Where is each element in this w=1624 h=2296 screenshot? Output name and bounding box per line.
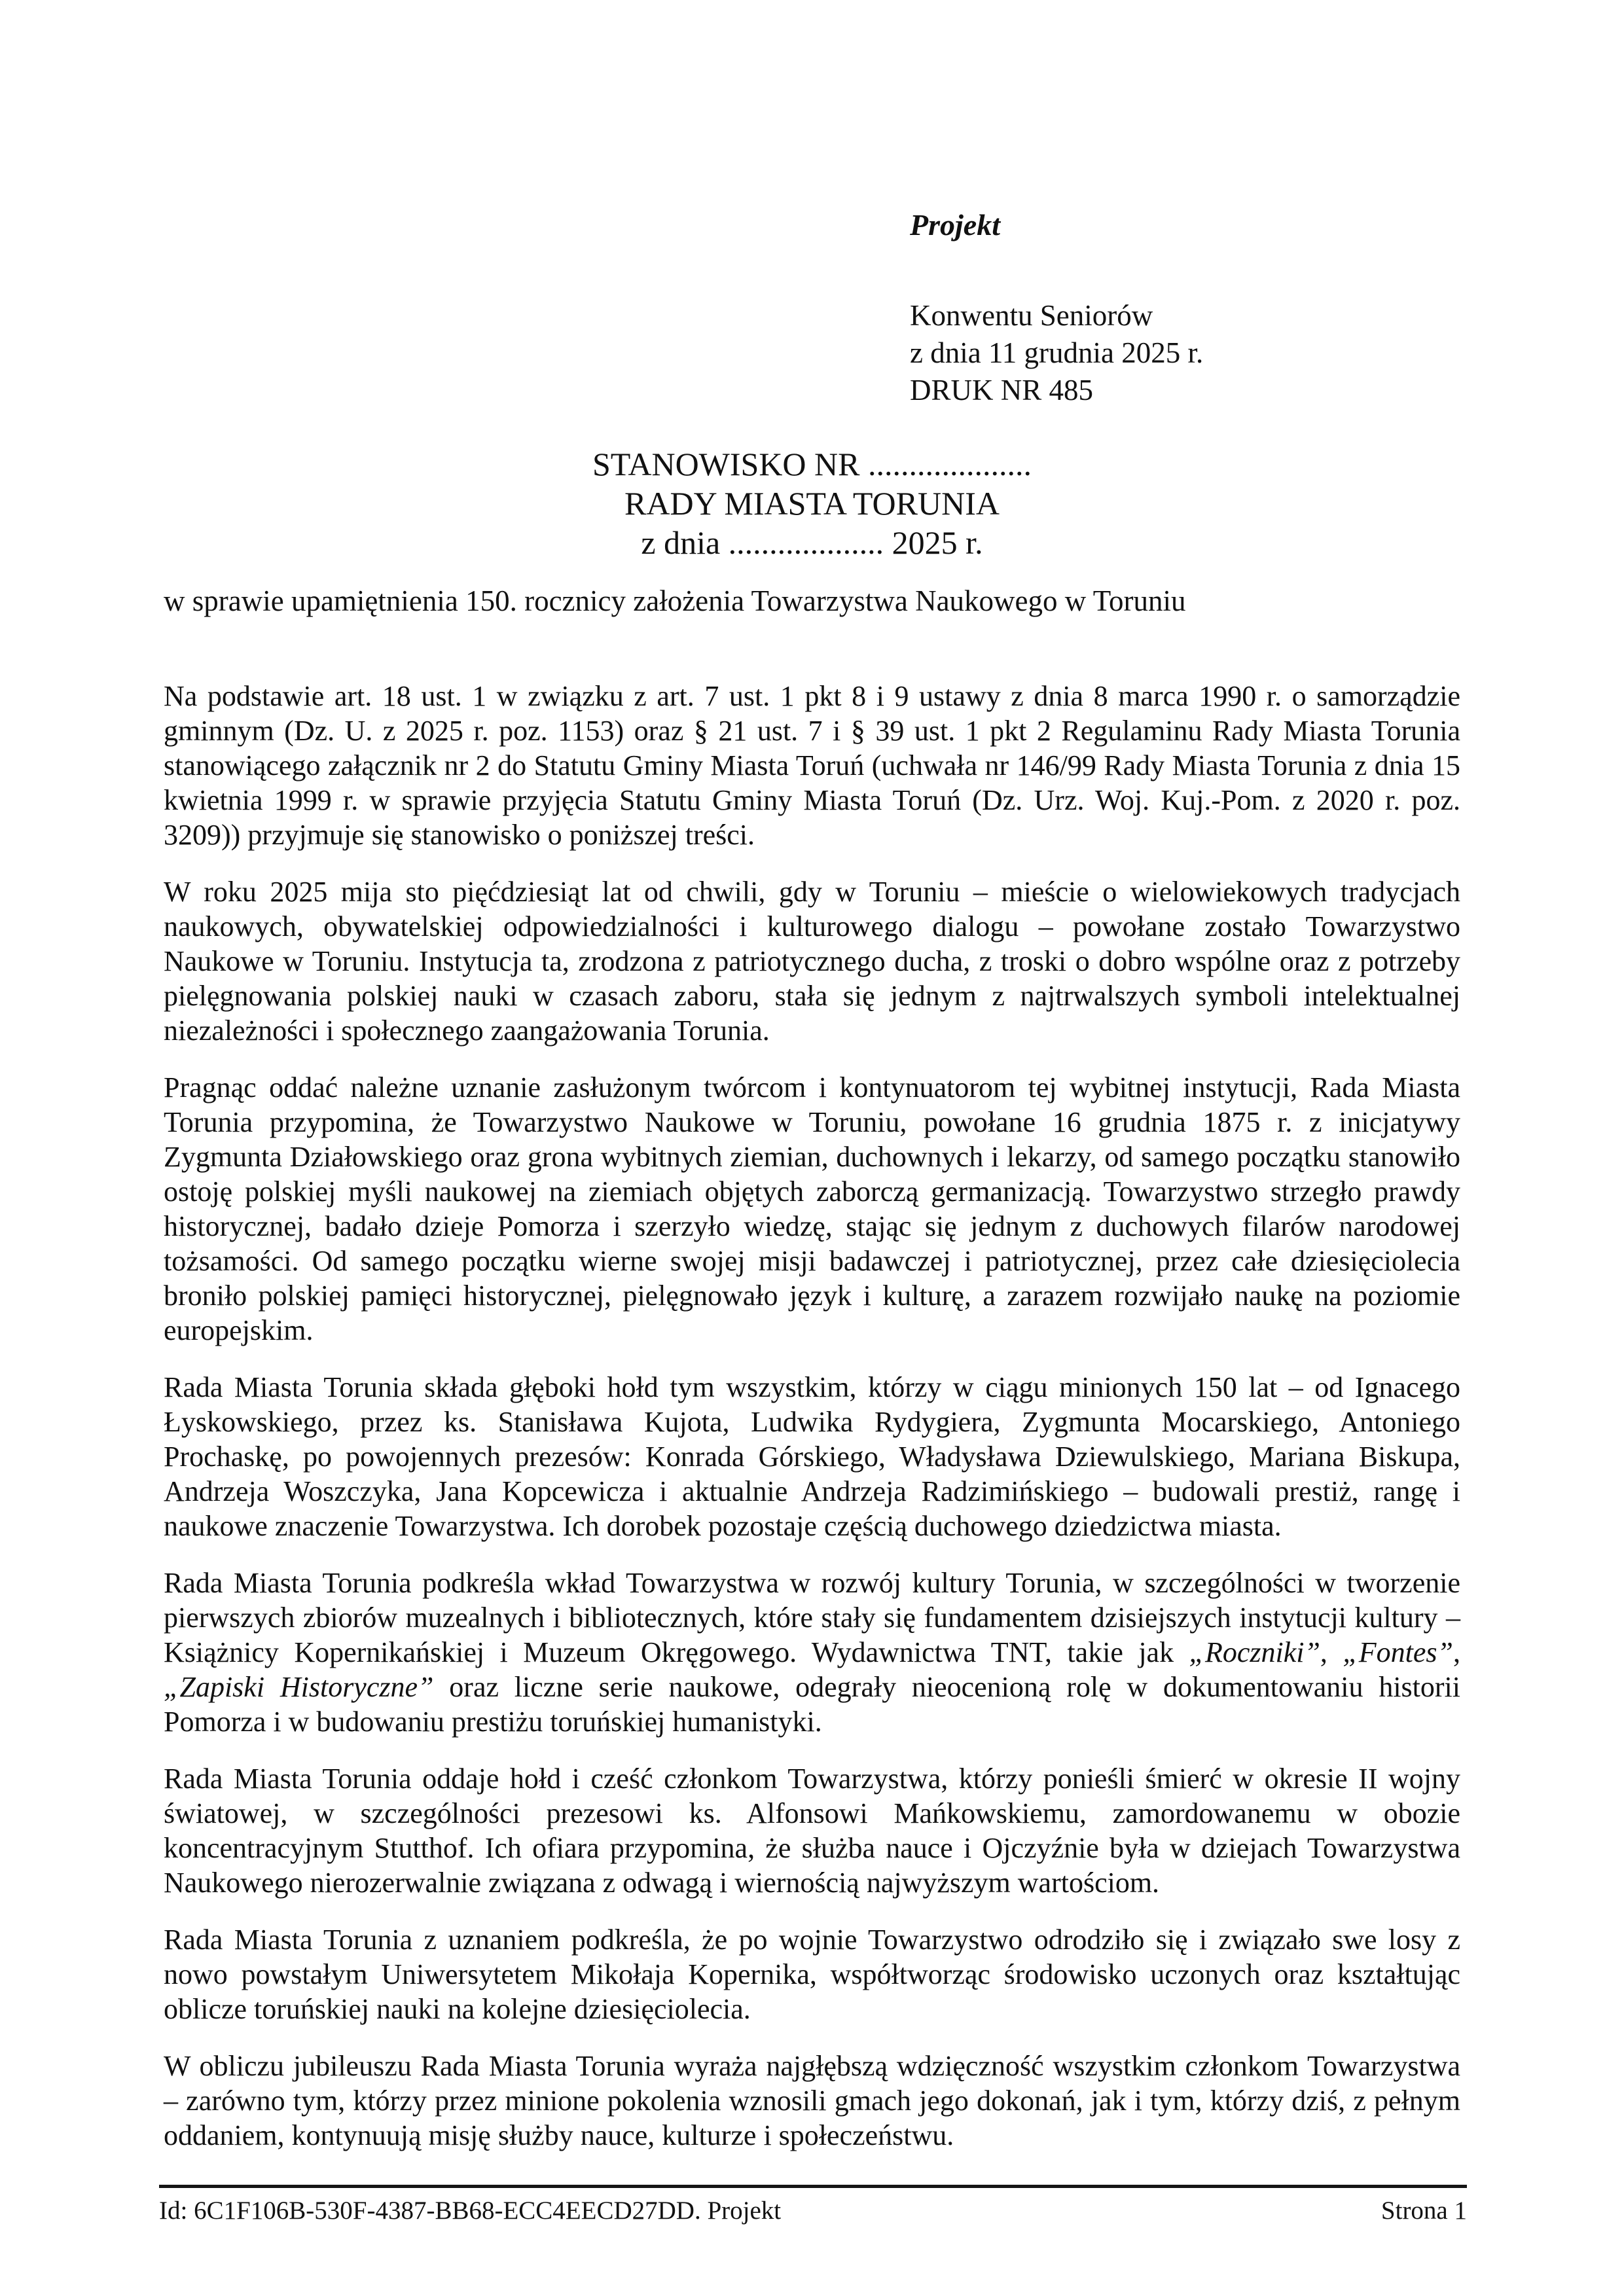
footer-document-id: Id: 6C1F106B-530F-4387-BB68-ECC4EECD27DD. Projekt bbox=[159, 2197, 782, 2225]
document-body bbox=[164, 679, 1460, 2153]
paragraph-war-victims: Rada Miasta Torunia oddaje hołd i cześć członkom Towarzystwa, którzy ponieśli śmierć w okresie II wojny światowej, w szczególności prezesowi ks. Alfonsowi Mańkowskiemu, zamordowanemu w obozie koncentracyjnym Stutthof. Ich ofiara przypomina, że służba nauce i Ojczyźnie była w dziejach Towarzystwa Naukowego nierozerwalnie związana z odwagą i wiernością najwyższym wartościom. bbox=[164, 1763, 1460, 1899]
title-line-council-name: RADY MIASTA TORUNIA bbox=[624, 485, 1000, 522]
paragraph-gratitude: W obliczu jubileuszu Rada Miasta Torunia wyraża najgłębszą wdzięczność wszystkim członkom Towarzystwa – zarówno tym, którzy przez minione pokolenia wznosili gmach jego dokonań, jak i tym, którzy dziś, z pełnym oddaniem, kontynuują misję służby nauce, kulturze i społeczeństwu. bbox=[164, 2050, 1460, 2151]
footer-page-number: Strona 1 bbox=[1380, 2197, 1467, 2225]
meta-line-convent: Konwentu Seniorów bbox=[910, 299, 1153, 332]
page-footer bbox=[159, 2185, 1467, 2226]
paragraph-presidents: Rada Miasta Torunia składa głęboki hołd tym wszystkim, którzy w ciągu minionych 150 lat – od Ignacego Łyskowskiego, przez ks. Stanisława Kujota, Ludwika Rydygiera, Zygmunta Mocarskiego, Antoniego Prochaskę, po powojennych prezesów: Konrada Górskiego, Władysława Dziewulskiego, Mariana Biskupa, Andrzeja Woszczyka, Jana Kopcewicza i aktualnie Andrzeja Radzimińskiego – budowali prestiż, rangę i naukowe znaczenie Towarzystwa. Ich dorobek pozostaje częścią duchowego dziedzictwa miasta. bbox=[164, 1371, 1460, 1542]
meta-block bbox=[910, 297, 1460, 409]
draft-label: Projekt bbox=[910, 208, 1000, 242]
paragraph-culture: Rada Miasta Torunia podkreśla wkład Towarzystwa w rozwój kultury Torunia, w szczególności w tworzenie pierwszych zbiorów muzealnych i bibliotecznych, które stały się fundamentem dzisiejszych instytucji kultury – Książnicy Kopernikańskiej i Muzeum Okręgowego. Wydawnictwa TNT, takie jak „Roczniki”, „Fontes”, „Zapiski Historyczne” oraz liczne serie naukowe, odegrały nieocenioną rolę w dokumentowaniu historii Pomorza i w budowaniu prestiżu toruńskiej humanistyki. bbox=[164, 1567, 1461, 1738]
paragraph-anniversary: W roku 2025 mija sto pięćdziesiąt lat od chwili, gdy w Toruniu – mieście o wielowiekowych tradycjach naukowych, obywatelskiej odpowiedzialności i kulturowego dialogu – powołane zostało Towarzystwo Naukowe w Toruniu. Instytucja ta, zrodzona z patriotycznego ducha, z troski o dobro wspólne oraz z potrzeby pielęgnowania polskiej nauki w czasach zaboru, stała się jednym z najtrwalszych symboli intelektualnej niezależności i społecznego zaangażowania Torunia. bbox=[164, 876, 1460, 1047]
subject-line: w sprawie upamiętnienia 150. rocznicy założenia Towarzystwa Naukowego w Toruniu bbox=[164, 584, 1186, 617]
meta-line-druk-number: DRUK NR 485 bbox=[910, 374, 1094, 406]
paragraph-legal-basis: Na podstawie art. 18 ust. 1 w związku z art. 7 ust. 1 pkt 8 i 9 ustawy z dnia 8 marca 1990 r. o samorządzie gminnym (Dz. U. z 2025 r. poz. 1153) oraz § 21 ust. 7 i § 39 ust. 1 pkt 2 Regulaminu Rady Miasta Torunia stanowiącego załącznik nr 2 do Statutu Gminy Miasta Toruń (uchwała nr 146/99 Rady Miasta Torunia z dnia 15 kwietnia 1999 r. w sprawie przyjęcia Statutu Gminy Miasta Toruń (Dz. Urz. Woj. Kuj.-Pom. z 2020 r. poz. 3209)) przyjmuje się stanowisko o poniższej treści. bbox=[164, 680, 1460, 851]
title-line-date-placeholder: z dnia ................... 2025 r. bbox=[641, 524, 983, 561]
paragraph-university: Rada Miasta Torunia z uznaniem podkreśla, że po wojnie Towarzystwo odrodziło się i związało swe losy z nowo powstałym Uniwersytetem Mikołaja Kopernika, współtworząc środowisko uczonych oraz kształtując oblicze toruńskiej nauki na kolejne dziesięciolecia. bbox=[164, 1924, 1460, 2025]
title-line-stanowisko-nr: STANOWISKO NR .................... bbox=[592, 446, 1032, 482]
meta-line-date: z dnia 11 grudnia 2025 r. bbox=[910, 336, 1204, 369]
paragraph-founders: Pragnąc oddać należne uznanie zasłużonym twórcom i kontynuatorom tej wybitnej instytucji, Rada Miasta Torunia przypomina, że Towarzystwo Naukowe w Toruniu, powołane 16 grudnia 1875 r. z inicjatywy Zygmunta Działowskiego oraz grona wybitnych ziemian, duchownych i lekarzy, od samego początku stanowiło ostoję polskiej myśli naukowej na ziemiach objętych zaborczą germanizacją. Towarzystwo strzegło prawdy historycznej, badało dzieje Pomorza i szerzyło wiedzę, stając się jednym z duchowych filarów narodowej tożsamości. Od samego początku wierne swojej misji badawczej i patriotycznej, przez całe dziesięciolecia broniło polskiej pamięci historycznej, pielęgnowało język i kulturę, a zarazem rozwijało naukę na poziomie europejskim. bbox=[164, 1071, 1460, 1346]
title-block bbox=[164, 444, 1460, 562]
